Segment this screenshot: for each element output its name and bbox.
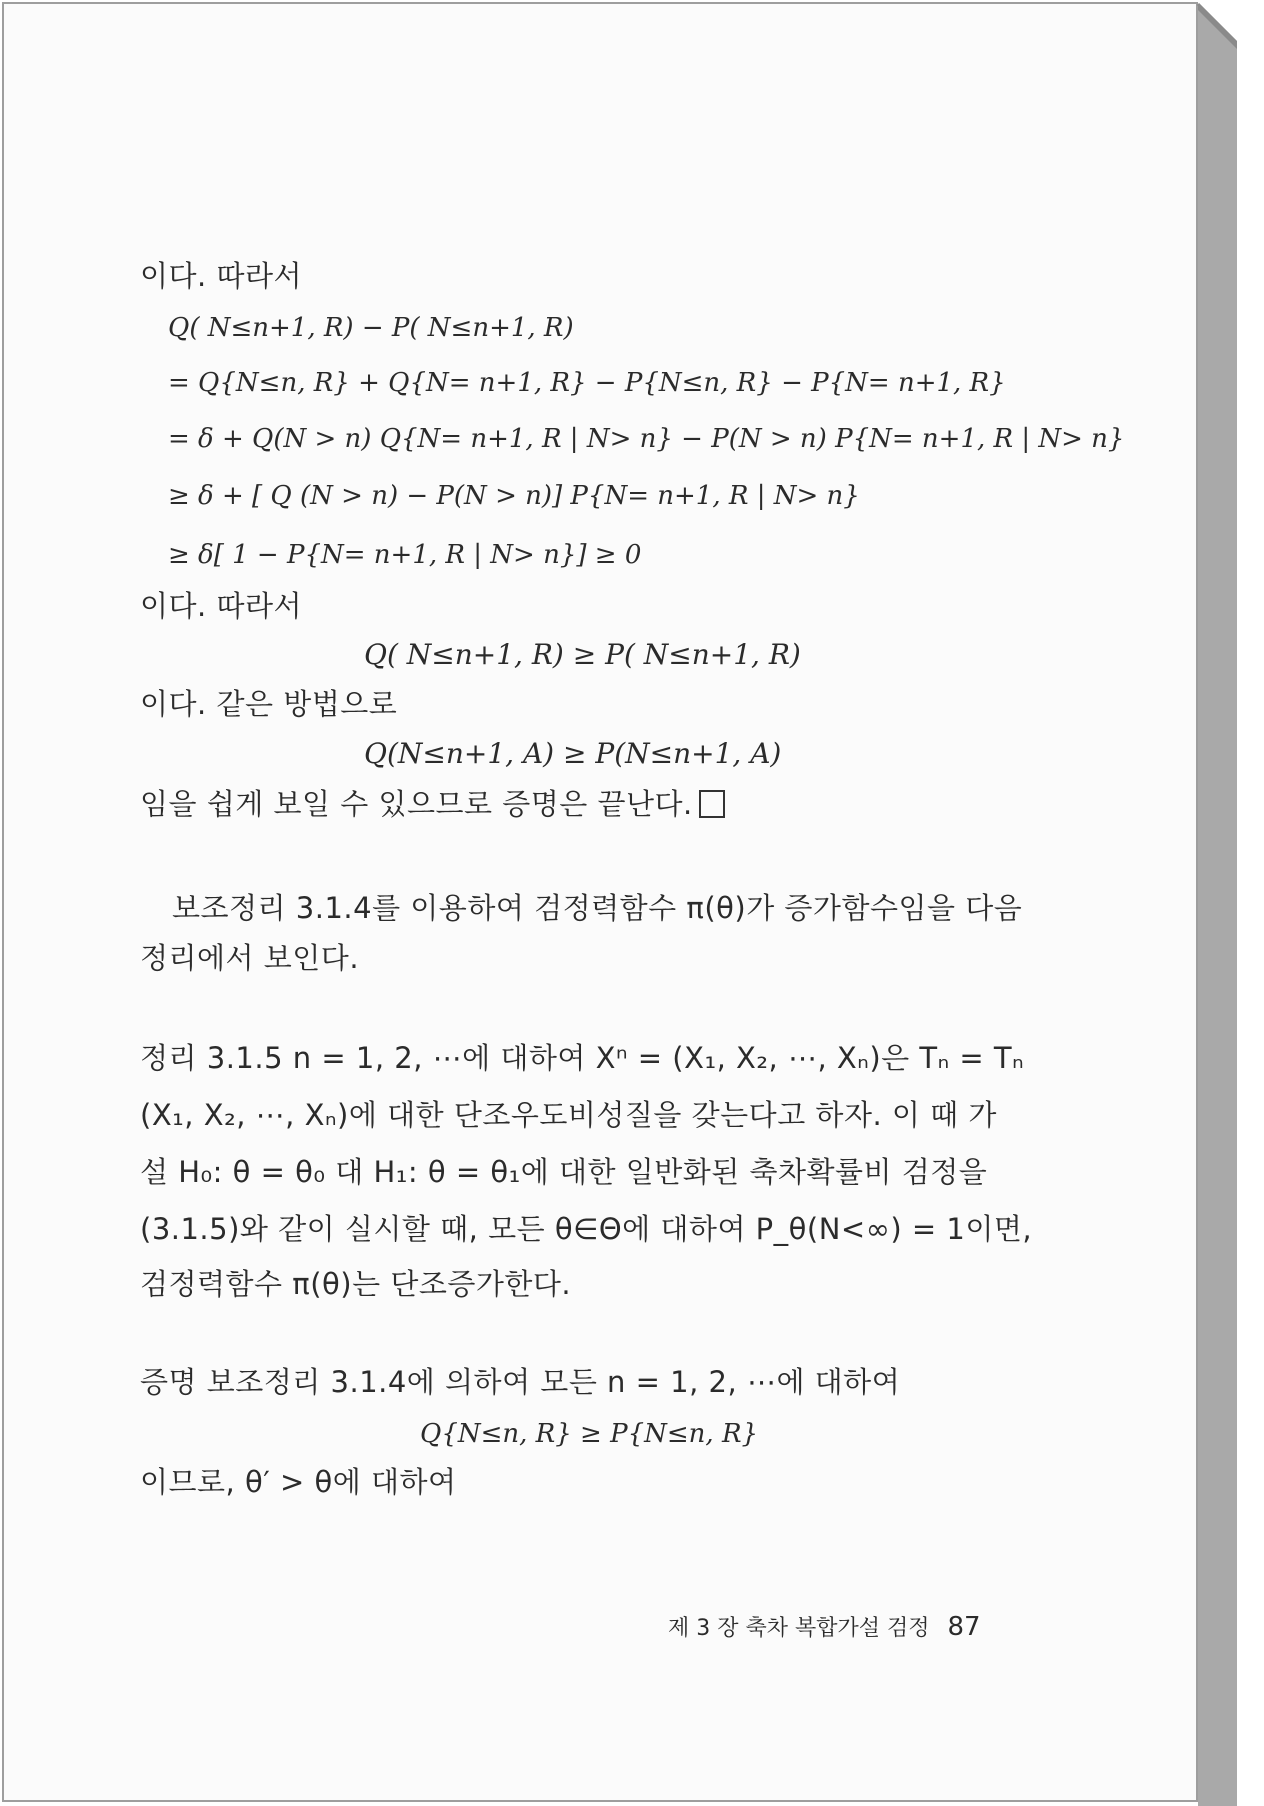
equation-line: ≥ δ + [ Q (N > n) − P(N > n)] P{N= n+1, R | N> n} bbox=[168, 481, 860, 511]
page-number: 87 bbox=[947, 1612, 981, 1642]
theorem-line: 정리 3.1.5 n = 1, 2, ⋯에 대하여 Xⁿ = (X₁, X₂, ⋯, Xₙ)은 Tₙ = Tₙ bbox=[140, 1041, 1025, 1075]
theorem-line: 검정력함수 π(θ)는 단조증가한다. bbox=[140, 1267, 572, 1301]
text-line: 이다. 같은 방법으로 bbox=[140, 687, 398, 721]
text-line: 이다. 따라서 bbox=[140, 589, 303, 623]
text-line: 이다. 따라서 bbox=[140, 259, 303, 293]
chapter-title: 제 3 장 축차 복합가설 검정 bbox=[668, 1616, 930, 1641]
equation-line: Q(N≤n+1, A) ≥ P(N≤n+1, A) bbox=[364, 737, 782, 770]
proof-end-text: 임을 쉽게 보일 수 있으므로 증명은 끝난다. bbox=[140, 787, 693, 821]
equation-line: Q( N≤n+1, R) ≥ P( N≤n+1, R) bbox=[364, 638, 801, 671]
text-line: 보조정리 3.1.4를 이용하여 검정력함수 π(θ)가 증가함수임을 다음 bbox=[172, 891, 1023, 925]
theorem-line: (X₁, X₂, ⋯, Xₙ)에 대한 단조우도비성질을 갖는다고 하자. 이 때 가 bbox=[140, 1098, 997, 1132]
equation-line: = Q{N≤n, R} + Q{N= n+1, R} − P{N≤n, R} − P{N= n+1, R} bbox=[168, 368, 1006, 398]
proof-line: 이므로, θ′ > θ에 대하여 bbox=[140, 1465, 457, 1499]
theorem-line: (3.1.5)와 같이 실시할 때, 모든 θ∈Θ에 대하여 P_θ(N<∞) = 1이면, bbox=[140, 1212, 1033, 1246]
theorem-line: 설 H₀: θ = θ₀ 대 H₁: θ = θ₁에 대한 일반화된 축차확률비 검정을 bbox=[140, 1155, 988, 1189]
equation-line: = δ + Q(N > n) Q{N= n+1, R | N> n} − P(N > n) P{N= n+1, R | N> n} bbox=[168, 424, 1125, 454]
equation-line: ≥ δ[ 1 − P{N= n+1, R | N> n}] ≥ 0 bbox=[168, 540, 642, 570]
qed-box-icon bbox=[699, 790, 725, 818]
proof-line: 증명 보조정리 3.1.4에 의하여 모든 n = 1, 2, ⋯에 대하여 bbox=[140, 1365, 901, 1399]
equation-line: Q{N≤n, R} ≥ P{N≤n, R} bbox=[420, 1419, 759, 1449]
equation-line: Q( N≤n+1, R) − P( N≤n+1, R) bbox=[168, 313, 574, 343]
page-footer bbox=[668, 1612, 981, 1644]
text-line bbox=[140, 786, 725, 822]
text-line: 정리에서 보인다. bbox=[140, 941, 360, 975]
